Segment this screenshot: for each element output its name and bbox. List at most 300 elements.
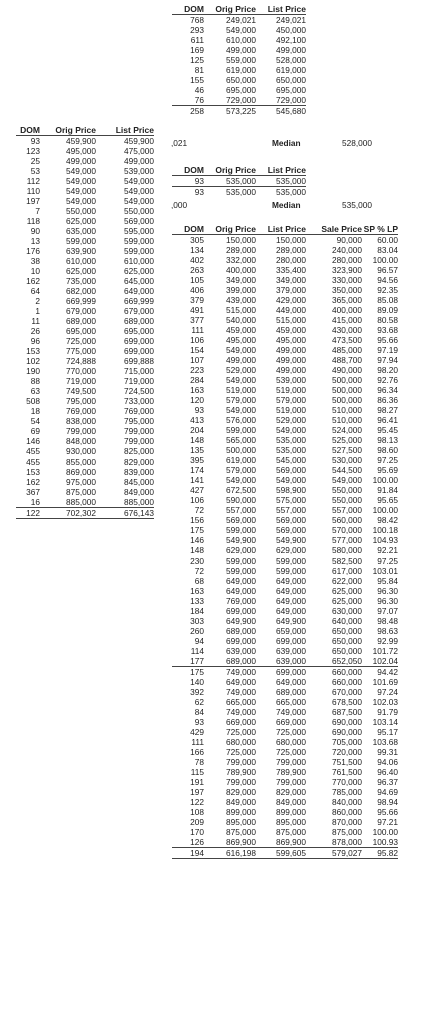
table-cell: 569,000 [276,465,306,476]
table-cell: 289,000 [276,245,306,256]
table-cell: 619,000 [226,65,256,76]
table-row [172,425,398,435]
table-cell: 170 [190,826,204,837]
table-cell: 649,000 [276,676,306,687]
table-cell: 150,000 [226,235,256,245]
table-cell: 499,000 [66,156,96,167]
table-cell: 539,000 [276,375,306,386]
table-row [172,817,398,827]
table-cell: 599,000 [124,246,154,257]
table-cell: 94.06 [377,756,398,767]
table-row [16,386,154,396]
table-cell: 107 [190,355,204,366]
table-row [172,566,398,576]
table-cell: 549,000 [226,405,256,416]
table-cell: 799,000 [276,756,306,767]
table-cell: 829,000 [276,786,306,797]
table-cell: 510,000 [332,405,362,416]
table-cell: 38 [30,256,40,267]
table-row [172,375,398,385]
total-cell: 95.82 [377,847,398,858]
table-cell: 459,000 [276,325,306,336]
table-cell: 825,000 [124,446,154,457]
table-cell: 46 [194,85,204,96]
table-row [16,426,154,436]
total-cell: 702,302 [66,507,96,518]
table-cell: 350,000 [332,285,362,296]
table-cell: 166 [190,746,204,757]
table-row [172,837,398,847]
table-cell: 848,000 [66,436,96,447]
table-cell: 98.42 [377,515,398,526]
table-cell: 54 [30,416,40,427]
table-cell: 100.18 [372,525,398,536]
table-cell: 98.48 [377,615,398,626]
table-cell: 101.69 [372,676,398,687]
totals-row [172,186,306,197]
table-row [16,457,154,467]
top-table [172,4,306,116]
table-cell: 98.13 [377,435,398,446]
table-cell: 98.60 [377,445,398,456]
table-cell: 680,000 [276,736,306,747]
left-table [16,125,154,519]
table-cell: 525,000 [332,435,362,446]
table-cell: 549,000 [124,196,154,207]
table-cell: 100.00 [372,475,398,486]
table-row [16,256,154,266]
table-row [172,15,306,25]
table-cell: 111 [191,736,204,747]
table-row [172,355,398,365]
table-cell: 649,900 [276,615,306,626]
table-cell: 162 [26,276,40,287]
table-cell: 97.25 [377,555,398,566]
table-cell: 93 [194,176,204,186]
table-cell: 95.66 [377,806,398,817]
table-cell: 108 [190,806,204,817]
table-cell: 557,000 [276,505,306,516]
table-row [172,737,398,747]
table-cell: 660,000 [332,676,362,687]
table-cell: 90 [30,226,40,237]
table-cell: 649,000 [226,575,256,586]
table-cell: 96.40 [377,766,398,777]
total-cell: 535,000 [226,187,256,198]
table-header [172,224,398,235]
table-cell: 885,000 [124,496,154,507]
table-cell: 53 [30,166,40,177]
table-cell: 263 [190,265,204,276]
table-cell: 515,000 [226,305,256,316]
table-cell: 680,000 [226,736,256,747]
header-cell: Orig Price [215,224,256,234]
table-cell: 549,000 [226,375,256,386]
table-cell: 725,000 [226,746,256,757]
table-cell: 114 [190,645,204,656]
table-cell: 488,700 [332,355,362,366]
table-row [172,757,398,767]
table-cell: 72 [194,565,204,576]
table-cell: 95.69 [377,465,398,476]
table-cell: 515,000 [276,315,306,326]
table-row [172,687,398,697]
table-cell: 80.58 [377,315,398,326]
table-cell: 875,000 [276,826,306,837]
table-cell: 535,000 [276,445,306,456]
table-row [172,727,398,737]
table-cell: 549,000 [276,475,306,486]
header-cell: DOM [20,125,40,135]
table-row [172,95,306,105]
table-cell: 153 [26,346,40,357]
table-cell: 191 [190,776,204,787]
table-cell: 690,000 [332,716,362,727]
table-cell: 695,000 [226,85,256,96]
table-cell: 106 [190,495,204,506]
table-cell: 120 [190,395,204,406]
table-cell: 280,000 [332,255,362,266]
total-cell: 535,000 [276,187,306,198]
table-cell: 575,000 [276,495,306,506]
table-row [16,336,154,346]
table-cell: 169 [190,45,204,56]
table-cell: 154 [190,345,204,356]
table-row [16,487,154,497]
table-cell: 140 [190,676,204,687]
table-row [172,677,398,687]
top-cut-value: ,021 [171,138,188,148]
table-cell: 689,000 [226,655,256,666]
table-cell: 549,000 [124,176,154,187]
table-cell: 678,500 [332,696,362,707]
table-cell: 639,900 [66,246,96,257]
table-cell: 878,000 [332,836,362,847]
table-cell: 499,000 [276,45,306,56]
table-cell: 102 [26,356,40,367]
table-cell: 240,000 [332,245,362,256]
table-cell: 330,000 [332,275,362,286]
table-cell: 724,888 [66,356,96,367]
table-cell: 495,000 [276,335,306,346]
table-cell: 400,000 [226,265,256,276]
table-row [172,315,398,325]
table-cell: 849,000 [226,796,256,807]
table-cell: 175 [190,666,204,677]
table-cell: 400,000 [332,305,362,316]
table-cell: 72 [194,505,204,516]
header-cell: List Price [267,165,306,175]
table-cell: 455 [26,446,40,457]
table-cell: 839,000 [124,466,154,477]
table-cell: 625,000 [124,266,154,277]
table-cell: 595,000 [124,226,154,237]
table-cell: 13 [30,236,40,247]
header-cell: Orig Price [215,165,256,175]
table-cell: 635,000 [66,226,96,237]
table-row [172,535,398,545]
header-cell: DOM [184,224,204,234]
table-row [172,235,398,245]
table-cell: 284 [190,375,204,386]
table-row [16,366,154,376]
table-cell: 569,000 [276,525,306,536]
table-cell: 650,000 [226,75,256,86]
table-cell: 799,000 [66,426,96,437]
table-cell: 148 [190,435,204,446]
table-cell: 280,000 [276,255,306,266]
table-cell: 93.68 [377,325,398,336]
table-cell: 527,500 [332,445,362,456]
table-cell: 399,000 [226,285,256,296]
table-cell: 249,021 [276,15,306,25]
table-cell: 92.21 [377,545,398,556]
table-cell: 528,000 [276,55,306,66]
table-cell: 81 [194,65,204,76]
table-cell: 98.63 [377,625,398,636]
table-row [16,226,154,236]
table-cell: 659,000 [276,625,306,636]
table-cell: 899,000 [276,806,306,817]
table-cell: 91.84 [377,485,398,496]
table-cell: 105 [190,275,204,286]
table-cell: 379 [190,295,204,306]
table-cell: 649,000 [276,605,306,616]
table-row [172,395,398,405]
table-cell: 535,000 [276,176,306,186]
table-row [172,697,398,707]
table-row [172,485,398,495]
table-cell: 845,000 [124,476,154,487]
table-row [16,346,154,356]
table-cell: 141 [190,475,204,486]
table-cell: 789,900 [226,766,256,777]
table-cell: 749,000 [276,706,306,717]
table-row [16,146,154,156]
table-cell: 549,000 [66,166,96,177]
table-cell: 519,000 [226,385,256,396]
table-cell: 729,000 [226,95,256,106]
table-cell: 625,000 [66,216,96,227]
table-cell: 89.09 [377,305,398,316]
table-cell: 829,000 [226,786,256,797]
table-cell: 749,000 [226,666,256,677]
table-row [172,495,398,505]
table-cell: 720,000 [332,746,362,757]
table-cell: 134 [190,245,204,256]
table-row [16,467,154,477]
table-cell: 78 [194,756,204,767]
table-cell: 499,000 [226,355,256,366]
table-cell: 11 [31,316,40,327]
table-cell: 499,000 [276,355,306,366]
table-cell: 629,000 [276,545,306,556]
table-cell: 427 [190,485,204,496]
table-row [172,596,398,606]
table-cell: 719,000 [124,376,154,387]
table-cell: 689,000 [226,625,256,636]
table-cell: 549,000 [226,345,256,356]
table-cell: 102.04 [372,655,398,666]
table-cell: 115 [190,766,204,777]
table-cell: 96.37 [377,776,398,787]
table-cell: 549,000 [226,475,256,486]
table-cell: 895,000 [276,816,306,827]
table-cell: 695,000 [124,326,154,337]
table-row [172,435,398,445]
table-cell: 459,900 [66,136,96,146]
total-cell: 616,198 [226,847,256,858]
table-cell: 544,500 [332,465,362,476]
table-cell: 875,000 [332,826,362,837]
table-cell: 349,000 [276,275,306,286]
table-cell: 499,000 [124,156,154,167]
table-cell: 870,000 [332,816,362,827]
table-row [172,305,398,315]
table-cell: 540,000 [226,315,256,326]
mid-median-value: 535,000 [342,200,372,210]
table-cell: 96.30 [377,595,398,606]
table-cell: 491 [190,305,204,316]
table-cell: 670,000 [332,686,362,697]
table-cell: 459,000 [226,325,256,336]
table-cell: 733,000 [124,396,154,407]
table-cell: 68 [194,575,204,586]
table-cell: 930,000 [66,446,96,457]
table-cell: 122 [190,796,204,807]
table-cell: 579,000 [226,465,256,476]
total-cell: 93 [194,187,204,198]
table-cell: 689,000 [66,316,96,327]
table-cell: 379,000 [276,285,306,296]
table-cell: 76 [194,95,204,106]
table-cell: 769,000 [66,406,96,417]
top-median-value: 528,000 [342,138,372,148]
total-cell: 545,680 [276,106,306,117]
table-cell: 599,000 [226,525,256,536]
table-cell: 695,000 [66,326,96,337]
table-row [16,296,154,306]
table-cell: 100.93 [372,836,398,847]
table-cell: 93 [194,716,204,727]
table-cell: 639,000 [226,645,256,656]
table-cell: 975,000 [66,476,96,487]
table-cell: 103.68 [372,736,398,747]
table-cell: 93 [30,136,40,146]
table-cell: 96.30 [377,585,398,596]
mid-cut-value: ,000 [171,200,188,210]
table-cell: 576,000 [226,415,256,426]
table-cell: 775,000 [66,346,96,357]
table-row [16,186,154,196]
table-row [16,396,154,406]
table-cell: 869,900 [226,836,256,847]
table-cell: 473,500 [332,335,362,346]
table-cell: 639,000 [276,645,306,656]
table-row [172,586,398,596]
table-row [172,325,398,335]
table-row [172,636,398,646]
table-cell: 689,000 [276,686,306,697]
table-cell: 829,000 [124,456,154,467]
table-cell: 599,000 [66,236,96,247]
table-cell: 123 [26,146,40,157]
table-cell: 95.84 [377,575,398,586]
table-cell: 751,500 [332,756,362,767]
table-row [172,65,306,75]
table-cell: 649,000 [276,595,306,606]
table-cell: 1 [35,306,40,317]
table-cell: 184 [190,605,204,616]
mid-median-label: Median [272,200,301,210]
table-cell: 102.03 [372,696,398,707]
table-cell: 95.45 [377,425,398,436]
table-cell: 559,000 [226,55,256,66]
table-cell: 377 [190,315,204,326]
table-cell: 569,000 [276,515,306,526]
table-cell: 557,000 [226,505,256,516]
table-cell: 209 [190,816,204,827]
table-cell: 719,000 [66,376,96,387]
table-cell: 133 [190,595,204,606]
table-cell: 94.56 [377,275,398,286]
table-cell: 577,000 [332,535,362,546]
table-cell: 549,000 [226,25,256,36]
table-cell: 406 [190,285,204,296]
table-cell: 869,000 [66,466,96,477]
table-cell: 499,000 [276,345,306,356]
table-cell: 10 [30,266,40,277]
table-cell: 97.25 [377,455,398,466]
table-cell: 669,999 [66,296,96,307]
table-row [172,455,398,465]
table-row [172,345,398,355]
table-cell: 249,021 [226,15,256,25]
table-cell: 875,000 [66,486,96,497]
table-cell: 450,000 [276,25,306,36]
table-cell: 495,000 [66,146,96,157]
table-cell: 679,000 [124,306,154,317]
table-cell: 690,000 [332,726,362,737]
table-cell: 579,000 [276,395,306,406]
table-cell: 25 [30,156,40,167]
table-row [16,316,154,326]
table-row [16,497,154,507]
table-cell: 699,000 [276,635,306,646]
table-row [172,656,398,667]
table-row [16,176,154,186]
table-cell: 649,000 [226,676,256,687]
total-cell: 573,225 [226,106,256,117]
table-cell: 849,000 [124,486,154,497]
table-cell: 98.94 [377,796,398,807]
table-row [172,807,398,817]
table-cell: 769,000 [226,595,256,606]
table-cell: 799,000 [124,426,154,437]
table-cell: 97.21 [377,816,398,827]
table-cell: 495,000 [226,335,256,346]
table-cell: 895,000 [226,816,256,827]
table-row [172,646,398,656]
table-cell: 97.94 [377,355,398,366]
table-cell: 725,000 [276,726,306,737]
table-row [172,176,306,186]
table-cell: 899,000 [226,806,256,817]
table-cell: 449,000 [276,305,306,316]
table-row [16,306,154,316]
table-cell: 146 [26,436,40,447]
table-cell: 197 [190,786,204,797]
